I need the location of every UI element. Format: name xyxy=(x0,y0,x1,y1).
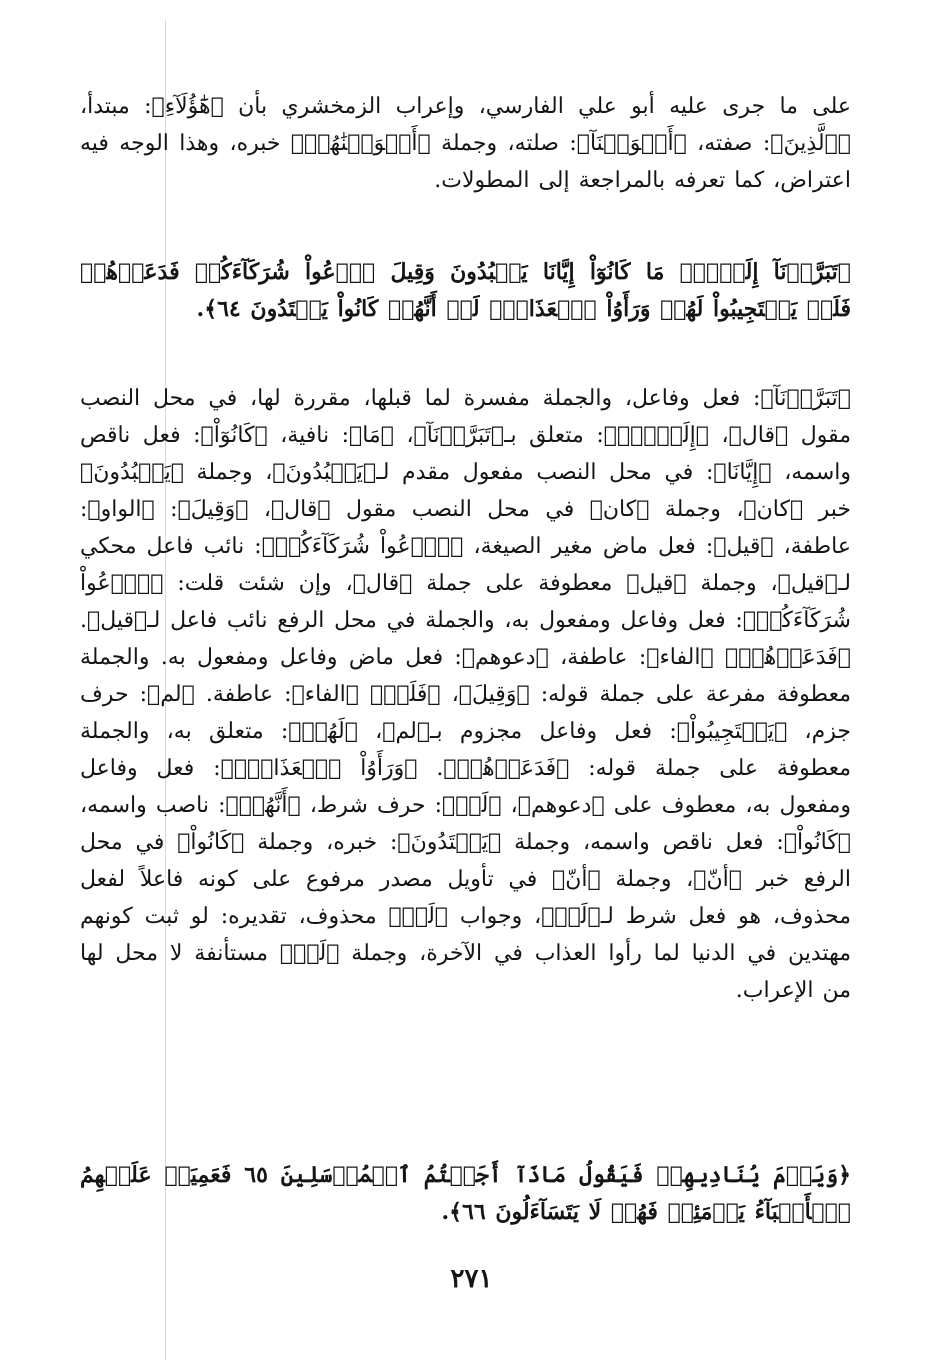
page-number: ٢٧١ xyxy=(450,1264,493,1294)
quran-verse-1-block xyxy=(80,254,851,328)
quran-verse-2-block xyxy=(80,1157,851,1231)
quran-verse-2: ﴿وَيَوۡمَ يُنَادِيهِمۡ فَيَقُولُ مَاذَآ أَجَبۡتُمُ ٱلۡمُرۡسَلِينَ ٦٥ فَعَمِيَتۡ عَلَيۡهِمُ ٱلۡأَنۢبَآءُ يَوۡمَئِذٖ فَهُمۡ لَا يَتَسَآءَلُونَ ٦٦﴾. xyxy=(80,1162,851,1225)
grammar-analysis-paragraph: ﴿تَبَرَّأۡنَآ﴾: فعل وفاعل، والجملة مفسرة لما قبلها، مقررة لها، في محل النصب مقول ﴿قال﴾، ﴿إِلَيۡكَۖ﴾: متعلق بـ﴿تَبَرَّأۡنَآ﴾، ﴿مَا﴾: نافية، ﴿كَانُوٓاْ﴾: فعل ناقص واسمه، ﴿إِيَّانَا﴾: في محل النصب مفعول مقدم لـ﴿يَعۡبُدُونَ﴾، وجملة ﴿يَعۡبُدُونَ﴾ خبر ﴿كان﴾، وجملة ﴿كان﴾ في محل النصب مقول ﴿قال﴾، ﴿وَقِيلَ﴾: ﴿الواو﴾: عاطفة، ﴿قيل﴾: فعل ماض مغير الصيغة، ﴿ٱدۡعُواْ شُرَكَآءَكُمۡ﴾: نائب فاعل محكي لـ﴿قيل﴾، وجملة ﴿قيل﴾ معطوفة على جملة ﴿قال﴾، وإن شئت قلت: ﴿ٱدۡعُواْ شُرَكَآءَكُمۡ﴾: فعل وفاعل ومفعول به، والجملة في محل الرفع نائب فاعل لـ﴿قيل﴾. ﴿فَدَعَوۡهُمۡ﴾ ﴿الفاء﴾: عاطفة، ﴿دعوهم﴾: فعل ماض وفاعل ومفعول به. والجملة معطوفة مفرعة على جملة قوله: ﴿وَقِيلَ﴾، ﴿فَلَمۡ﴾ ﴿الفاء﴾: عاطفة. ﴿لم﴾: حرف جزم، ﴿يَسۡتَجِيبُواْ﴾: فعل وفاعل مجزوم بـ﴿لم﴾، ﴿لَهُمۡ﴾: متعلق به، والجملة معطوفة على جملة قوله: ﴿فَدَعَوۡهُمۡ﴾. ﴿وَرَأَوُاْ ٱلۡعَذَابَۚ﴾: فعل وفاعل ومفعول به، معطوف على ﴿دعوهم﴾، ﴿لَوۡ﴾: حرف شرط، ﴿أَنَّهُمۡ﴾: ناصب واسمه، ﴿كَانُواْ﴾: فعل ناقص واسمه، وجملة ﴿يَهۡتَدُونَ﴾: خبره، وجملة ﴿كَانُواْ﴾ في محل الرفع خبر ﴿أنّ﴾، وجملة ﴿أنّ﴾ في تأويل مصدر مرفوع على كونه فاعلاً لفعل محذوف، هو فعل شرط لـ﴿لَوۡ﴾، وجواب ﴿لَوۡ﴾ محذوف، تقديره: لو ثبت كونهم مهتدين في الدنيا لما رأوا العذاب في الآخرة، وجملة ﴿لَوۡ﴾ مستأنفة لا محل لها من الإعراب. xyxy=(80,386,851,1003)
intro-paragraph-block xyxy=(80,88,851,199)
grammar-analysis-block xyxy=(80,380,851,1009)
quran-verse-1: ﴿تَبَرَّأۡنَآ إِلَيۡكَۖ مَا كَانُوٓاْ إِيَّانَا يَعۡبُدُونَ وَقِيلَ ٱدۡعُواْ شُرَكَآءَكُمۡ فَدَعَوۡهُمۡ فَلَمۡ يَسۡتَجِيبُواْ لَهُمۡ وَرَأَوُاْ ٱلۡعَذَابَۚ لَوۡ أَنَّهُمۡ كَانُواْ يَهۡتَدُونَ ٦٤﴾. xyxy=(80,259,851,322)
intro-paragraph: على ما جرى عليه أبو علي الفارسي، وإعراب الزمخشري بأن ﴿هَٰٓؤُلَآءِ﴾: مبتدأ، ﴿ٱلَّذِينَ﴾: صفته، ﴿أَغۡوَيۡنَآ﴾: صلته، وجملة ﴿أَغۡوَيۡنَٰهُمۡ﴾ خبره، وهذا الوجه فيه اعتراض، كما تعرفه بالمراجعة إلى المطولات. xyxy=(80,94,851,193)
